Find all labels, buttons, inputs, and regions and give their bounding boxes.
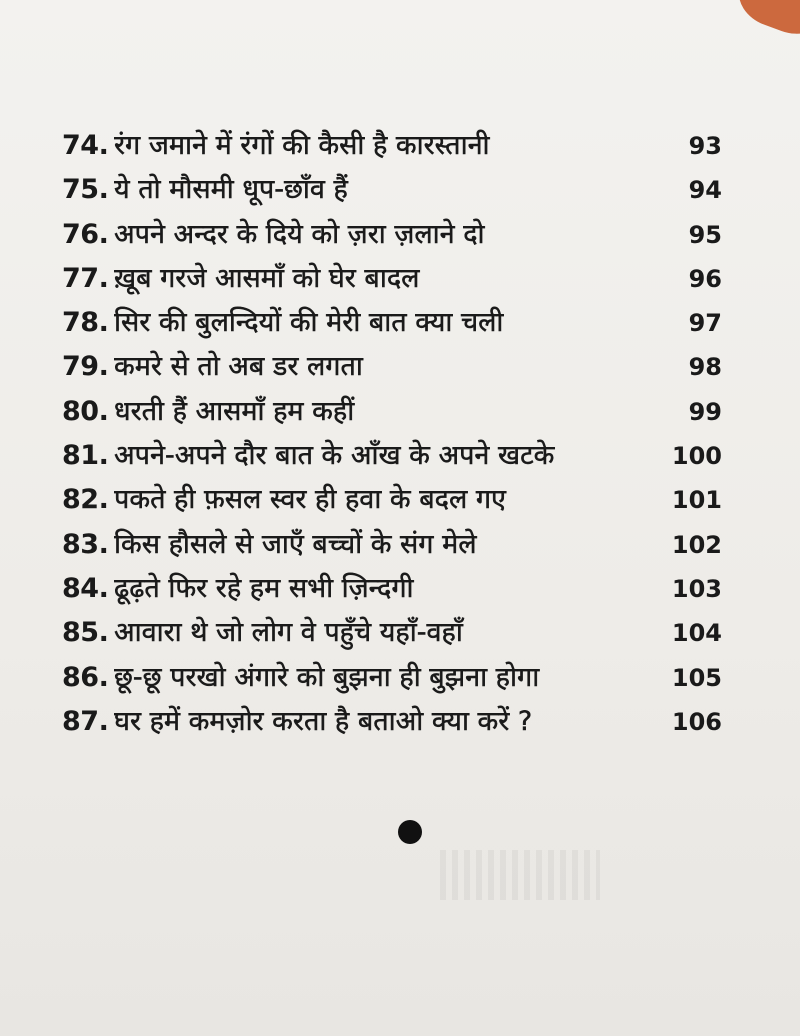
entry-page-number: 101: [671, 486, 722, 515]
toc-entry: [62, 567, 722, 611]
entry-number: 74.: [62, 130, 109, 161]
entry-title: सिर की बुलन्दियों की मेरी बात क्या चली: [114, 307, 504, 339]
entry-page-number: 93: [688, 132, 722, 160]
entry-page-number: 99: [688, 397, 722, 426]
entry-title: ख़ूब गरजे आसमाँ को घेर बादल: [114, 262, 420, 294]
toc-entry: [62, 523, 722, 567]
entry-number: 85.: [62, 617, 109, 649]
entry-title: कमरे से तो अब डर लगता: [114, 351, 363, 383]
entry-page-number: 97: [688, 309, 722, 338]
entry-number: 80.: [62, 395, 109, 427]
bullet-ornament: [398, 820, 422, 844]
entry-number: 83.: [62, 528, 109, 560]
entry-page-number: 103: [671, 574, 722, 603]
entry-page-number: 106: [671, 707, 722, 736]
toc-entry: [62, 611, 722, 655]
toc-entry: [62, 434, 722, 478]
entry-number: 77.: [62, 262, 109, 294]
entry-title: अपने-अपने दौर बात के आँख के अपने खटके: [114, 440, 555, 472]
toc-entry: [62, 390, 722, 434]
toc-entry: [62, 700, 722, 744]
entry-number: 78.: [62, 307, 109, 339]
table-of-contents: [62, 124, 722, 744]
entry-page-number: 96: [688, 264, 722, 293]
entry-number: 84.: [62, 572, 109, 604]
bleed-through-shadow: [440, 850, 600, 900]
toc-entry: [62, 345, 722, 389]
entry-title: किस हौसले से जाएँ बच्चों के संग मेले: [114, 528, 477, 560]
entry-page-number: 100: [671, 442, 722, 471]
entry-number: 87.: [62, 705, 109, 737]
entry-page-number: 105: [671, 663, 722, 692]
toc-entry: [62, 257, 722, 301]
entry-title: रंग जमाने में रंगों की कैसी है कारस्तानी: [114, 130, 490, 161]
entry-number: 82.: [62, 484, 109, 516]
entry-title: घर हमें कमज़ोर करता है बताओ क्या करें ?: [114, 705, 533, 737]
entry-number: 86.: [62, 661, 109, 693]
toc-entry: [62, 478, 722, 522]
cover-edge: [731, 0, 800, 43]
entry-page-number: 98: [688, 353, 722, 382]
entry-title: छू-छू परखो अंगारे को बुझना ही बुझना होगा: [114, 661, 540, 693]
entry-page-number: 94: [688, 176, 722, 205]
toc-entry: [62, 168, 722, 212]
toc-entry: [62, 213, 722, 257]
entry-title: ये तो मौसमी धूप-छाँव हैं: [114, 174, 348, 206]
entry-title: पकते ही फ़सल स्वर ही हवा के बदल गए: [114, 484, 506, 516]
entry-number: 75.: [62, 174, 109, 206]
toc-entry: [62, 301, 722, 345]
entry-title: आवारा थे जो लोग वे पहुँचे यहाँ-वहाँ: [114, 617, 463, 649]
entry-number: 79.: [62, 351, 109, 383]
entry-page-number: 95: [688, 220, 722, 249]
toc-entry: [62, 124, 722, 168]
entry-title: ढूढ़ते फिर रहे हम सभी ज़िन्दगी: [114, 572, 414, 604]
entry-title: अपने अन्दर के दिये को ज़रा ज़लाने दो: [114, 218, 485, 250]
entry-number: 76.: [62, 218, 109, 250]
toc-entry: [62, 656, 722, 700]
entry-page-number: 102: [671, 530, 722, 559]
entry-number: 81.: [62, 440, 109, 472]
entry-page-number: 104: [671, 619, 722, 648]
entry-title: धरती हैं आसमाँ हम कहीं: [114, 395, 355, 427]
